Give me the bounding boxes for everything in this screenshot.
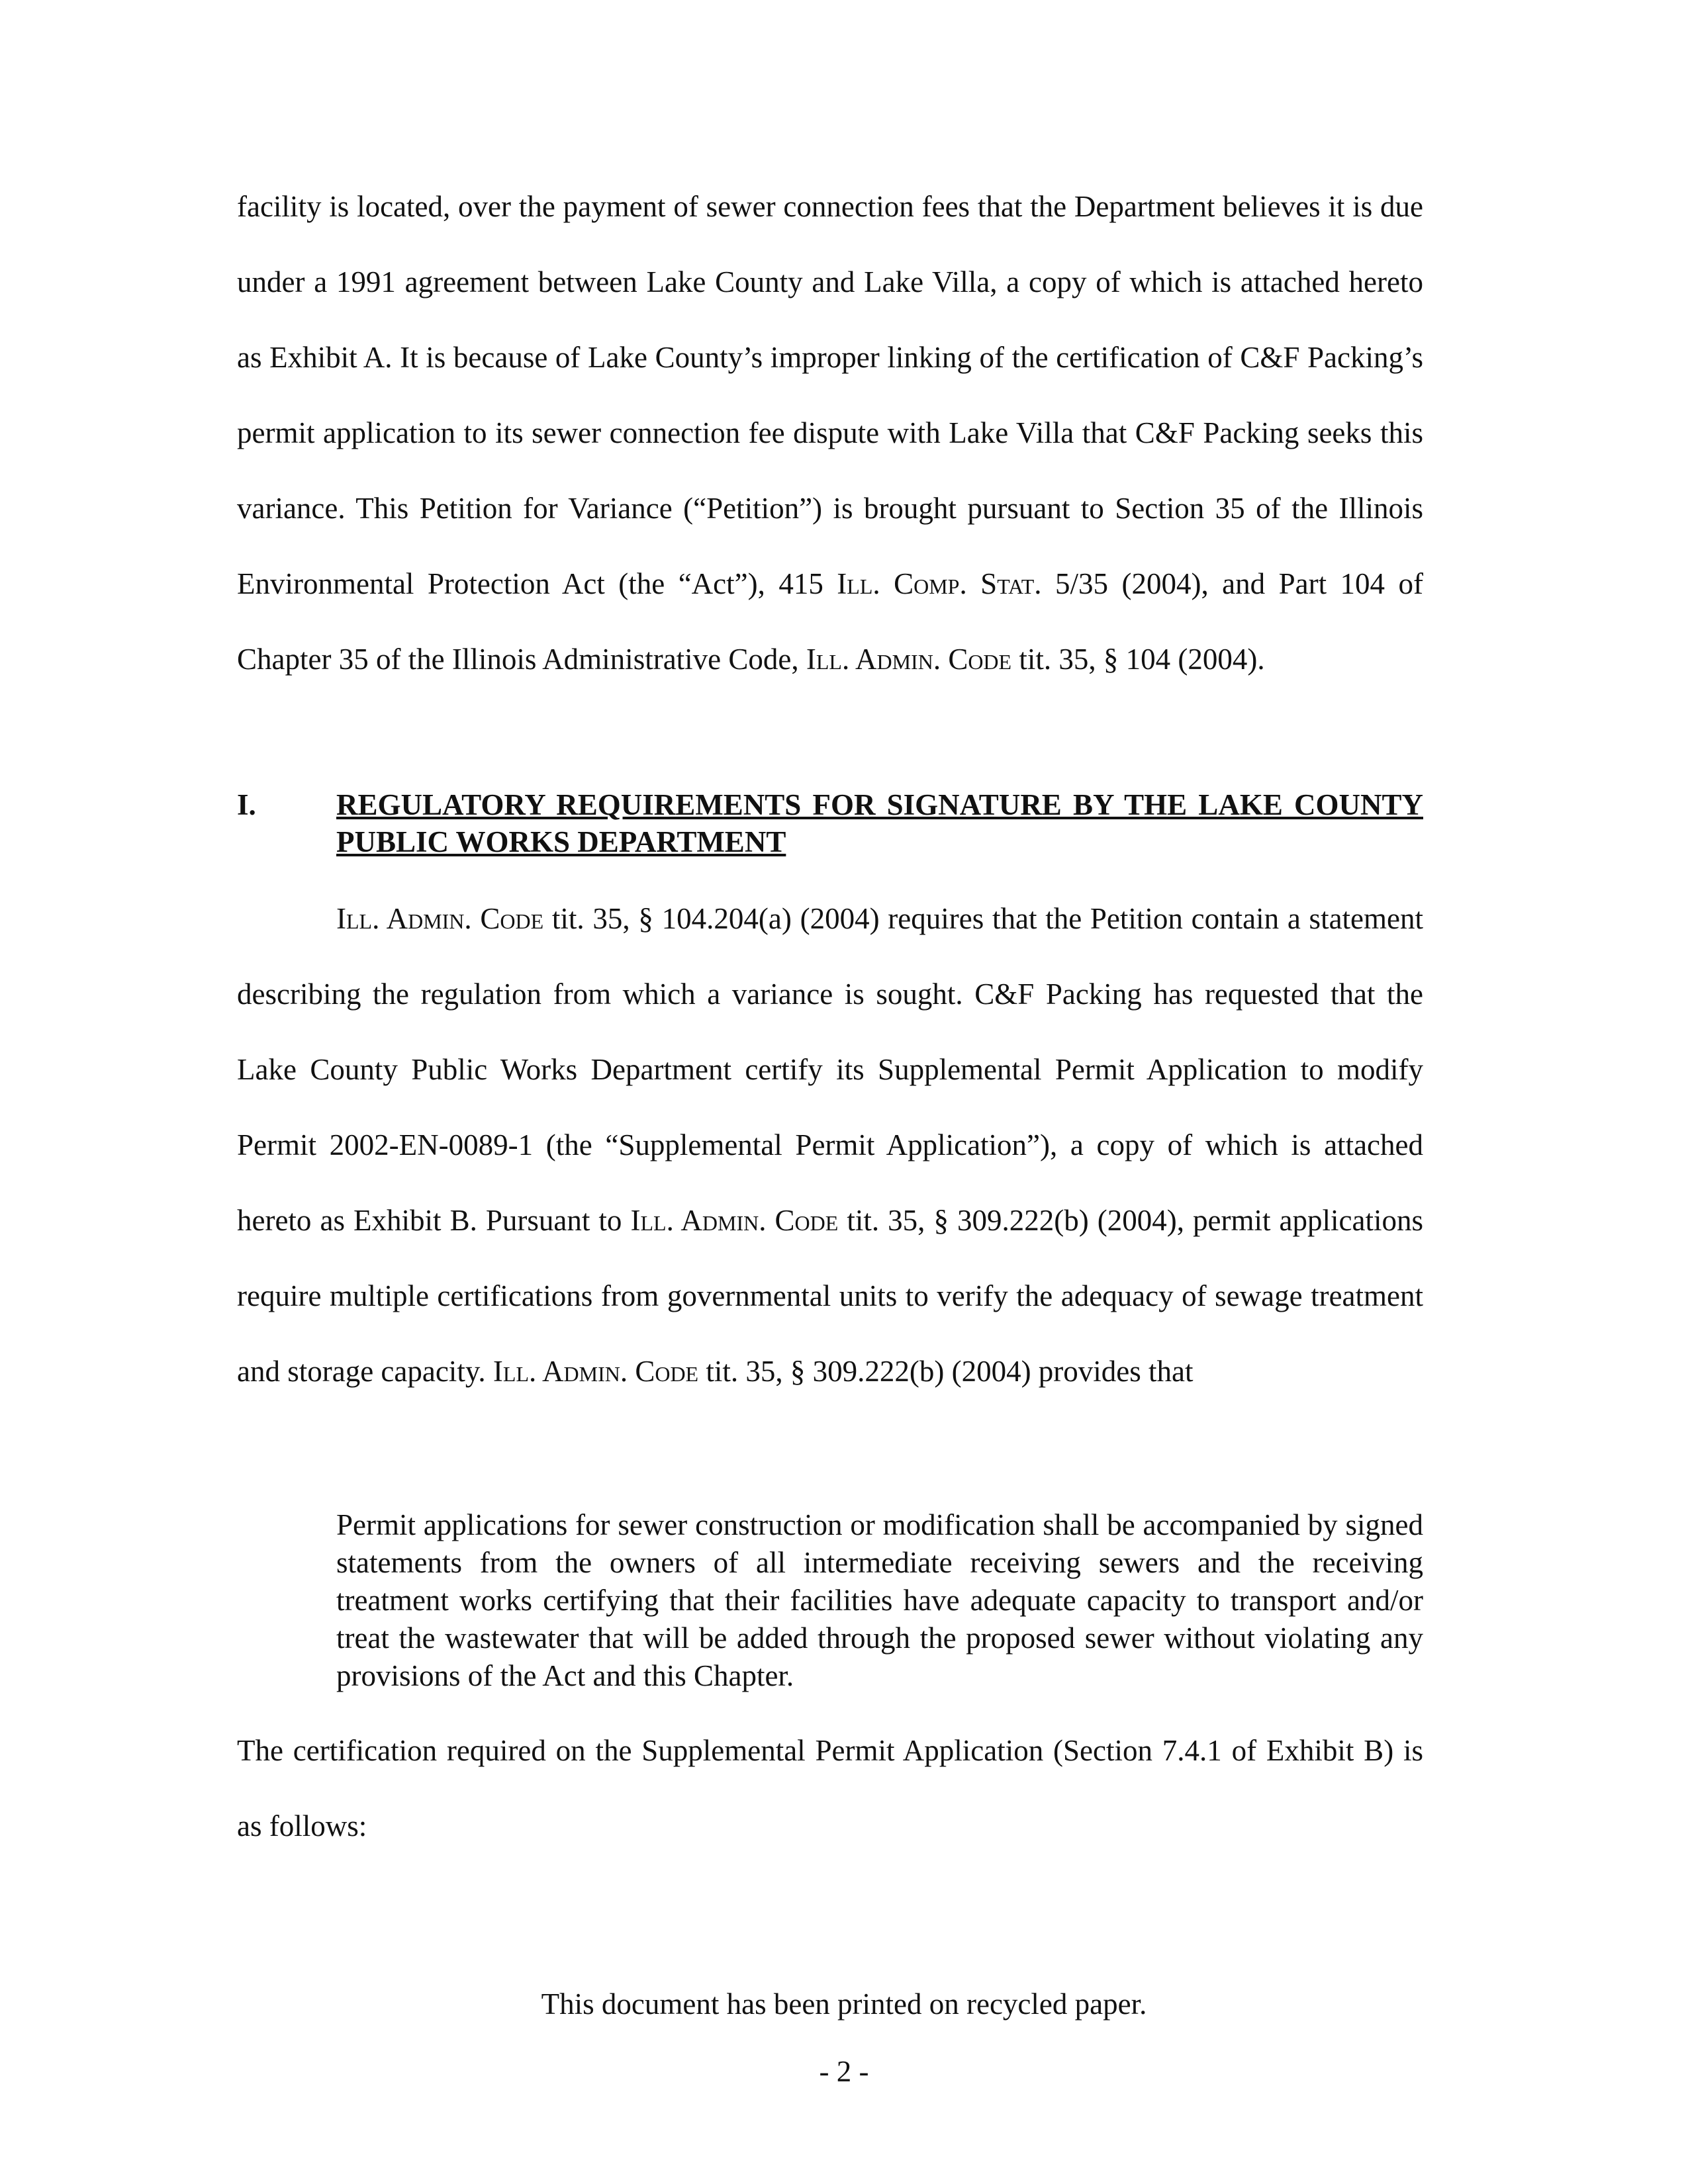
citation-ill-admin-code: Ill. Admin. Code (336, 902, 544, 935)
paragraph-regulation (237, 881, 1423, 1409)
paragraph-intro-text-2: 5/35 (2004), and Part 104 of Chapter 35 of the Illinois Administrative Code, (237, 567, 1423, 676)
citation-ill-admin-code: Ill. Admin. Code (492, 1355, 699, 1388)
paragraph-intro-text-1: facility is located, over the payment of sewer connection fees that the Department believes it is due under a 1991 agreement between Lake County and Lake Villa, a copy of which is attached hereto as Exhibit A. It is because of Lake County’s improper linking of the certification of C&F Packing’s permit application to its sewer connection fee dispute with Lake Villa that C&F Packing seeks this variance. This Petition for Variance (“Petition”) is brought pursuant to Section 35 of the Illinois Environmental Protection Act (the “Act”), 415 (237, 190, 1423, 600)
page-number: - 2 - (819, 2055, 869, 2088)
section-number: I. (237, 788, 256, 821)
citation-ill-admin-code: Ill. Admin. Code (806, 643, 1012, 676)
citation-ill-comp-stat: Ill. Comp. Stat. (837, 567, 1042, 600)
paragraph-certification: The certification required on the Supplemental Permit Application (Section 7.4.1 of Exhibit B) is as follows: (237, 1734, 1423, 1843)
section-heading (237, 786, 1423, 860)
paragraph-regulation-text-1: tit. 35, § 104.204(a) (2004) requires that the Petition contain a statement describing the regulation from which a variance is sought. C&F Packing has requested that the Lake County Public Works Department certify its Supplemental Permit Application to modify Permit 2002-EN-0089-1 (the “Supplemental Permit Application”), a copy of which is attached hereto as Exhibit B. Pursuant to (237, 902, 1423, 1237)
section-title: REGULATORY REQUIREMENTS FOR SIGNATURE BY THE LAKE COUNTY PUBLIC WORKS DEPARTMENT (336, 788, 1423, 858)
paragraph-intro (237, 169, 1423, 697)
recycled-paper-note: This document has been printed on recycled paper. (541, 1987, 1147, 2021)
paragraph-regulation-text-2: tit. 35, § 309.222(b) (2004), permit applications require multiple certifications from governmental units to verify the adequacy of sewage treatment and storage capacity. (237, 1204, 1424, 1388)
paragraph-regulation-text-3: tit. 35, § 309.222(b) (2004) provides that (698, 1355, 1194, 1388)
block-quote: Permit applications for sewer construction or modification shall be accompanied by signed statements from the owners of all intermediate receiving sewers and the receiving treatment works certifying that their facilities have adequate capacity to transport and/or treat the wastewater that will be added through the proposed sewer without violating any provisions of the Act and this Chapter. (336, 1508, 1423, 1692)
citation-ill-admin-code: Ill. Admin. Code (630, 1204, 839, 1237)
paragraph-intro-text-3: tit. 35, § 104 (2004). (1011, 643, 1265, 676)
